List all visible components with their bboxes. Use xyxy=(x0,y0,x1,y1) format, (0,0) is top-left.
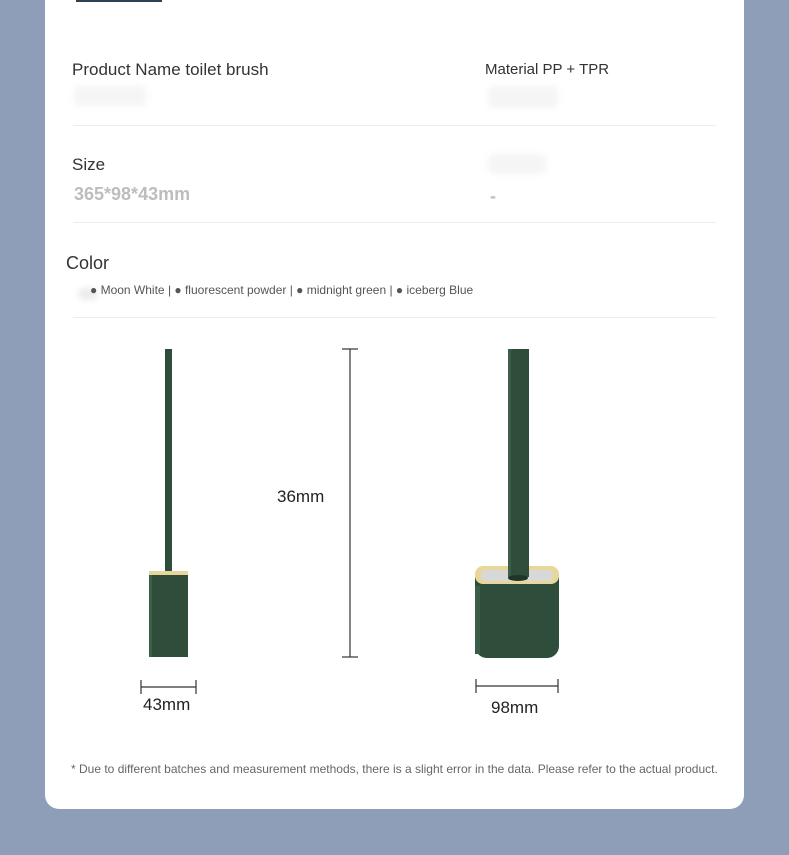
front-width-label: 98mm xyxy=(491,698,539,717)
height-label: 36mm xyxy=(277,487,325,506)
color-label: Color xyxy=(66,253,110,273)
side-width-label: 43mm xyxy=(143,695,191,714)
size-label: Size xyxy=(72,155,106,174)
color-options-list: ● Moon White | ● fluorescent powder | ● midnight green | ● iceberg Blue xyxy=(90,283,474,297)
material-text: Material PP + TPR xyxy=(485,61,610,78)
side-view-brush xyxy=(149,349,188,657)
measurement-footnote: * Due to different batches and measurement methods, there is a slight error in the data. Please refer to the actual product. xyxy=(71,762,718,776)
side-width-dimension-line xyxy=(141,680,196,694)
size-value: 365*98*43mm xyxy=(74,184,191,204)
front-view-brush xyxy=(475,349,559,658)
product-name-text: Product Name toilet brush xyxy=(72,60,269,79)
size-right-value: - xyxy=(490,186,496,206)
front-width-dimension-line xyxy=(476,679,558,693)
height-dimension-line xyxy=(342,349,358,657)
